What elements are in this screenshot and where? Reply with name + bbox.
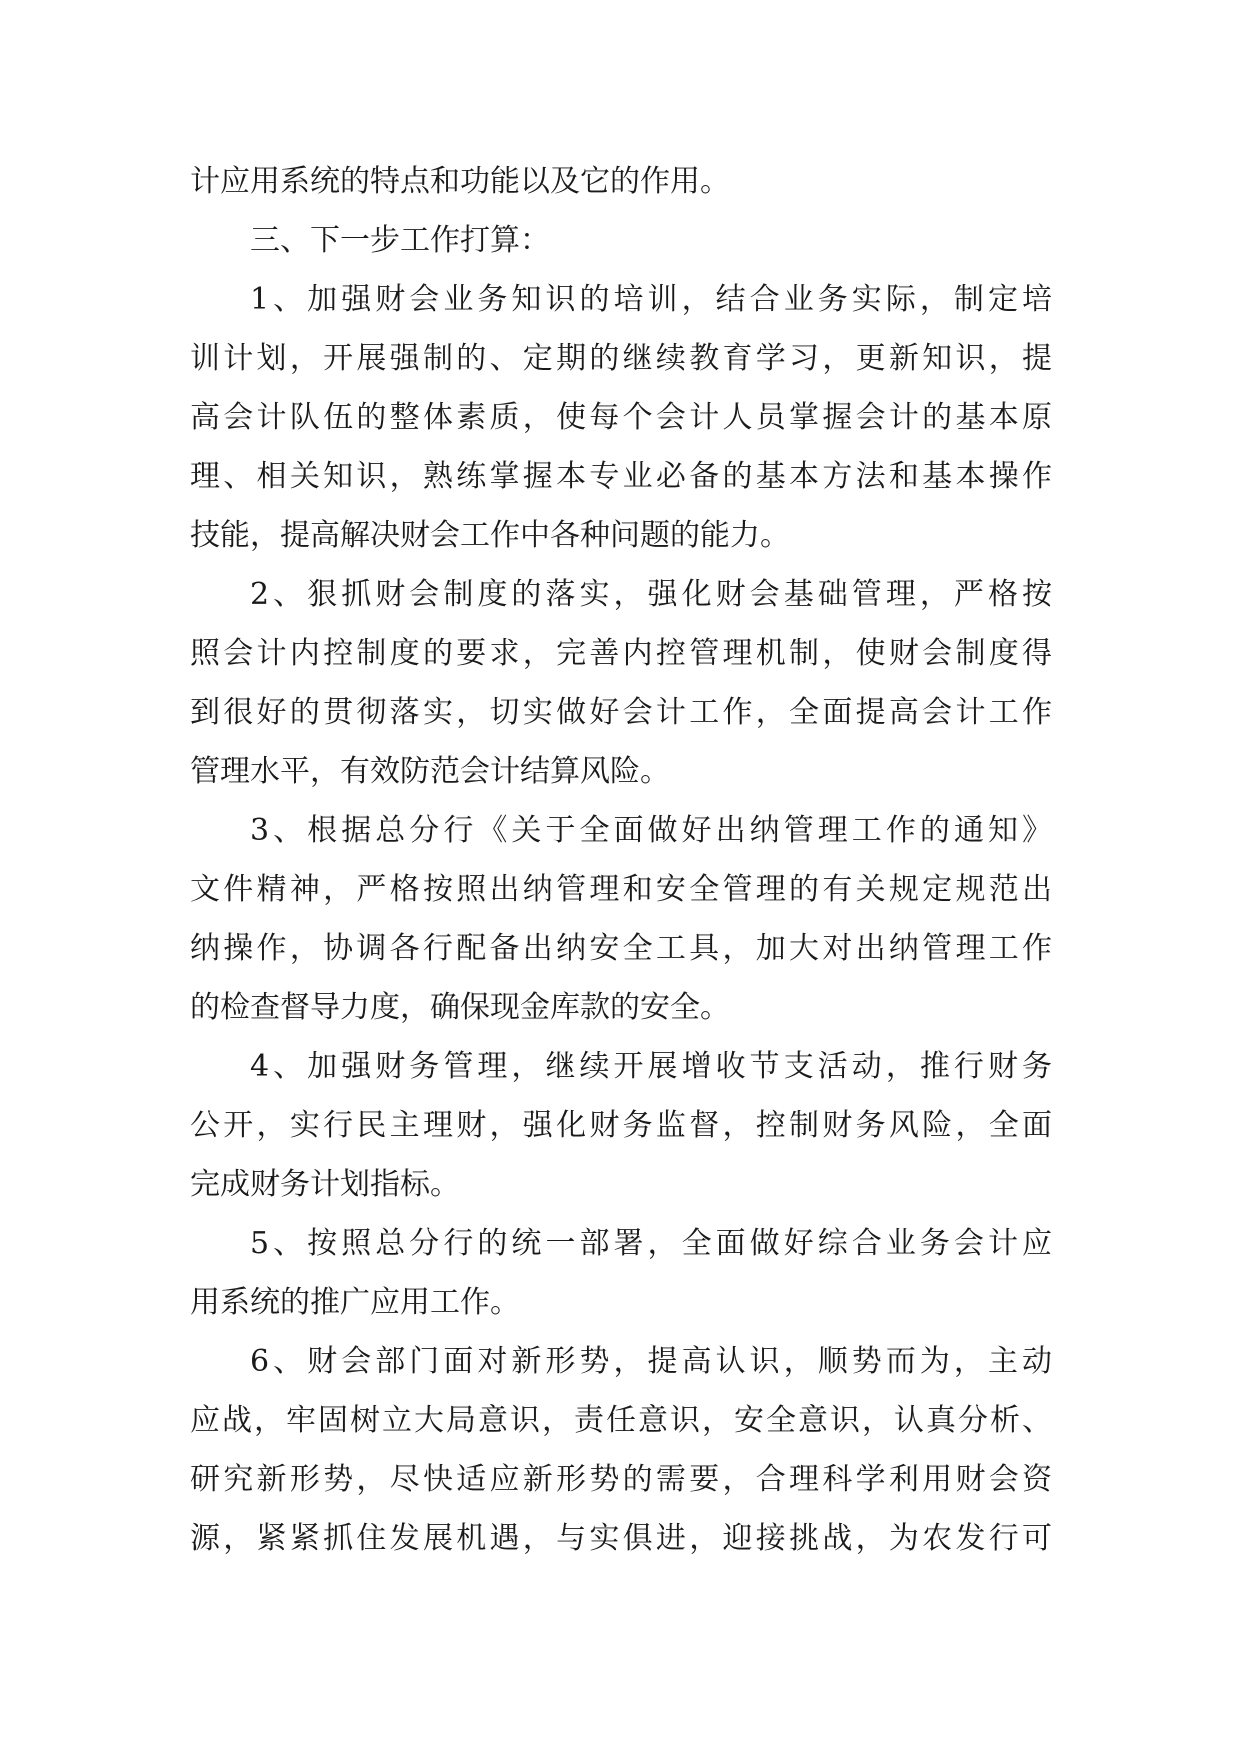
- text-line: 用系统的推广应用工作。: [190, 1285, 520, 1320]
- text-line: 计应用系统的特点和功能以及它的作用。: [190, 164, 730, 199]
- text-line: 训计划，开展强制的、定期的继续教育学习，更新知识，提: [190, 341, 1052, 376]
- text-line: 6、财会部门面对新形势，提高认识，顺势而为，主动: [250, 1344, 1052, 1379]
- document-page: [190, 152, 1052, 1568]
- text-line: 研究新形势，尽快适应新形势的需要，合理科学利用财会资: [190, 1462, 1052, 1497]
- text-line: 5、按照总分行的统一部署，全面做好综合业务会计应: [250, 1226, 1052, 1261]
- text-line: 完成财务计划指标。: [190, 1167, 460, 1202]
- text-line: 4、加强财务管理，继续开展增收节支活动，推行财务: [250, 1049, 1052, 1084]
- text-line: 技能，提高解决财会工作中各种问题的能力。: [190, 518, 790, 553]
- text-line: 2、狠抓财会制度的落实，强化财会基础管理，严格按: [250, 577, 1052, 612]
- text-line: 1、加强财会业务知识的培训，结合业务实际，制定培: [250, 282, 1052, 317]
- text-line: 应战，牢固树立大局意识，责任意识，安全意识，认真分析、: [190, 1403, 1052, 1438]
- text-line: 照会计内控制度的要求，完善内控管理机制，使财会制度得: [190, 636, 1052, 671]
- text-line: 到很好的贯彻落实，切实做好会计工作，全面提高会计工作: [190, 695, 1052, 730]
- text-line: 高会计队伍的整体素质，使每个会计人员掌握会计的基本原: [190, 400, 1052, 435]
- text-line: 理、相关知识，熟练掌握本专业必备的基本方法和基本操作: [190, 459, 1052, 494]
- text-line: 公开，实行民主理财，强化财务监督，控制财务风险，全面: [190, 1108, 1052, 1143]
- text-line: 的检查督导力度，确保现金库款的安全。: [190, 990, 730, 1025]
- text-line: 文件精神，严格按照出纳管理和安全管理的有关规定规范出: [190, 872, 1052, 907]
- text-line: 3、根据总分行《关于全面做好出纳管理工作的通知》: [250, 813, 1052, 848]
- section-heading: 三、下一步工作打算：: [250, 223, 550, 258]
- text-line: 纳操作，协调各行配备出纳安全工具，加大对出纳管理工作: [190, 931, 1052, 966]
- text-line: 管理水平，有效防范会计结算风险。: [190, 754, 670, 789]
- text-line: 源，紧紧抓住发展机遇，与实俱进，迎接挑战，为农发行可: [190, 1521, 1052, 1556]
